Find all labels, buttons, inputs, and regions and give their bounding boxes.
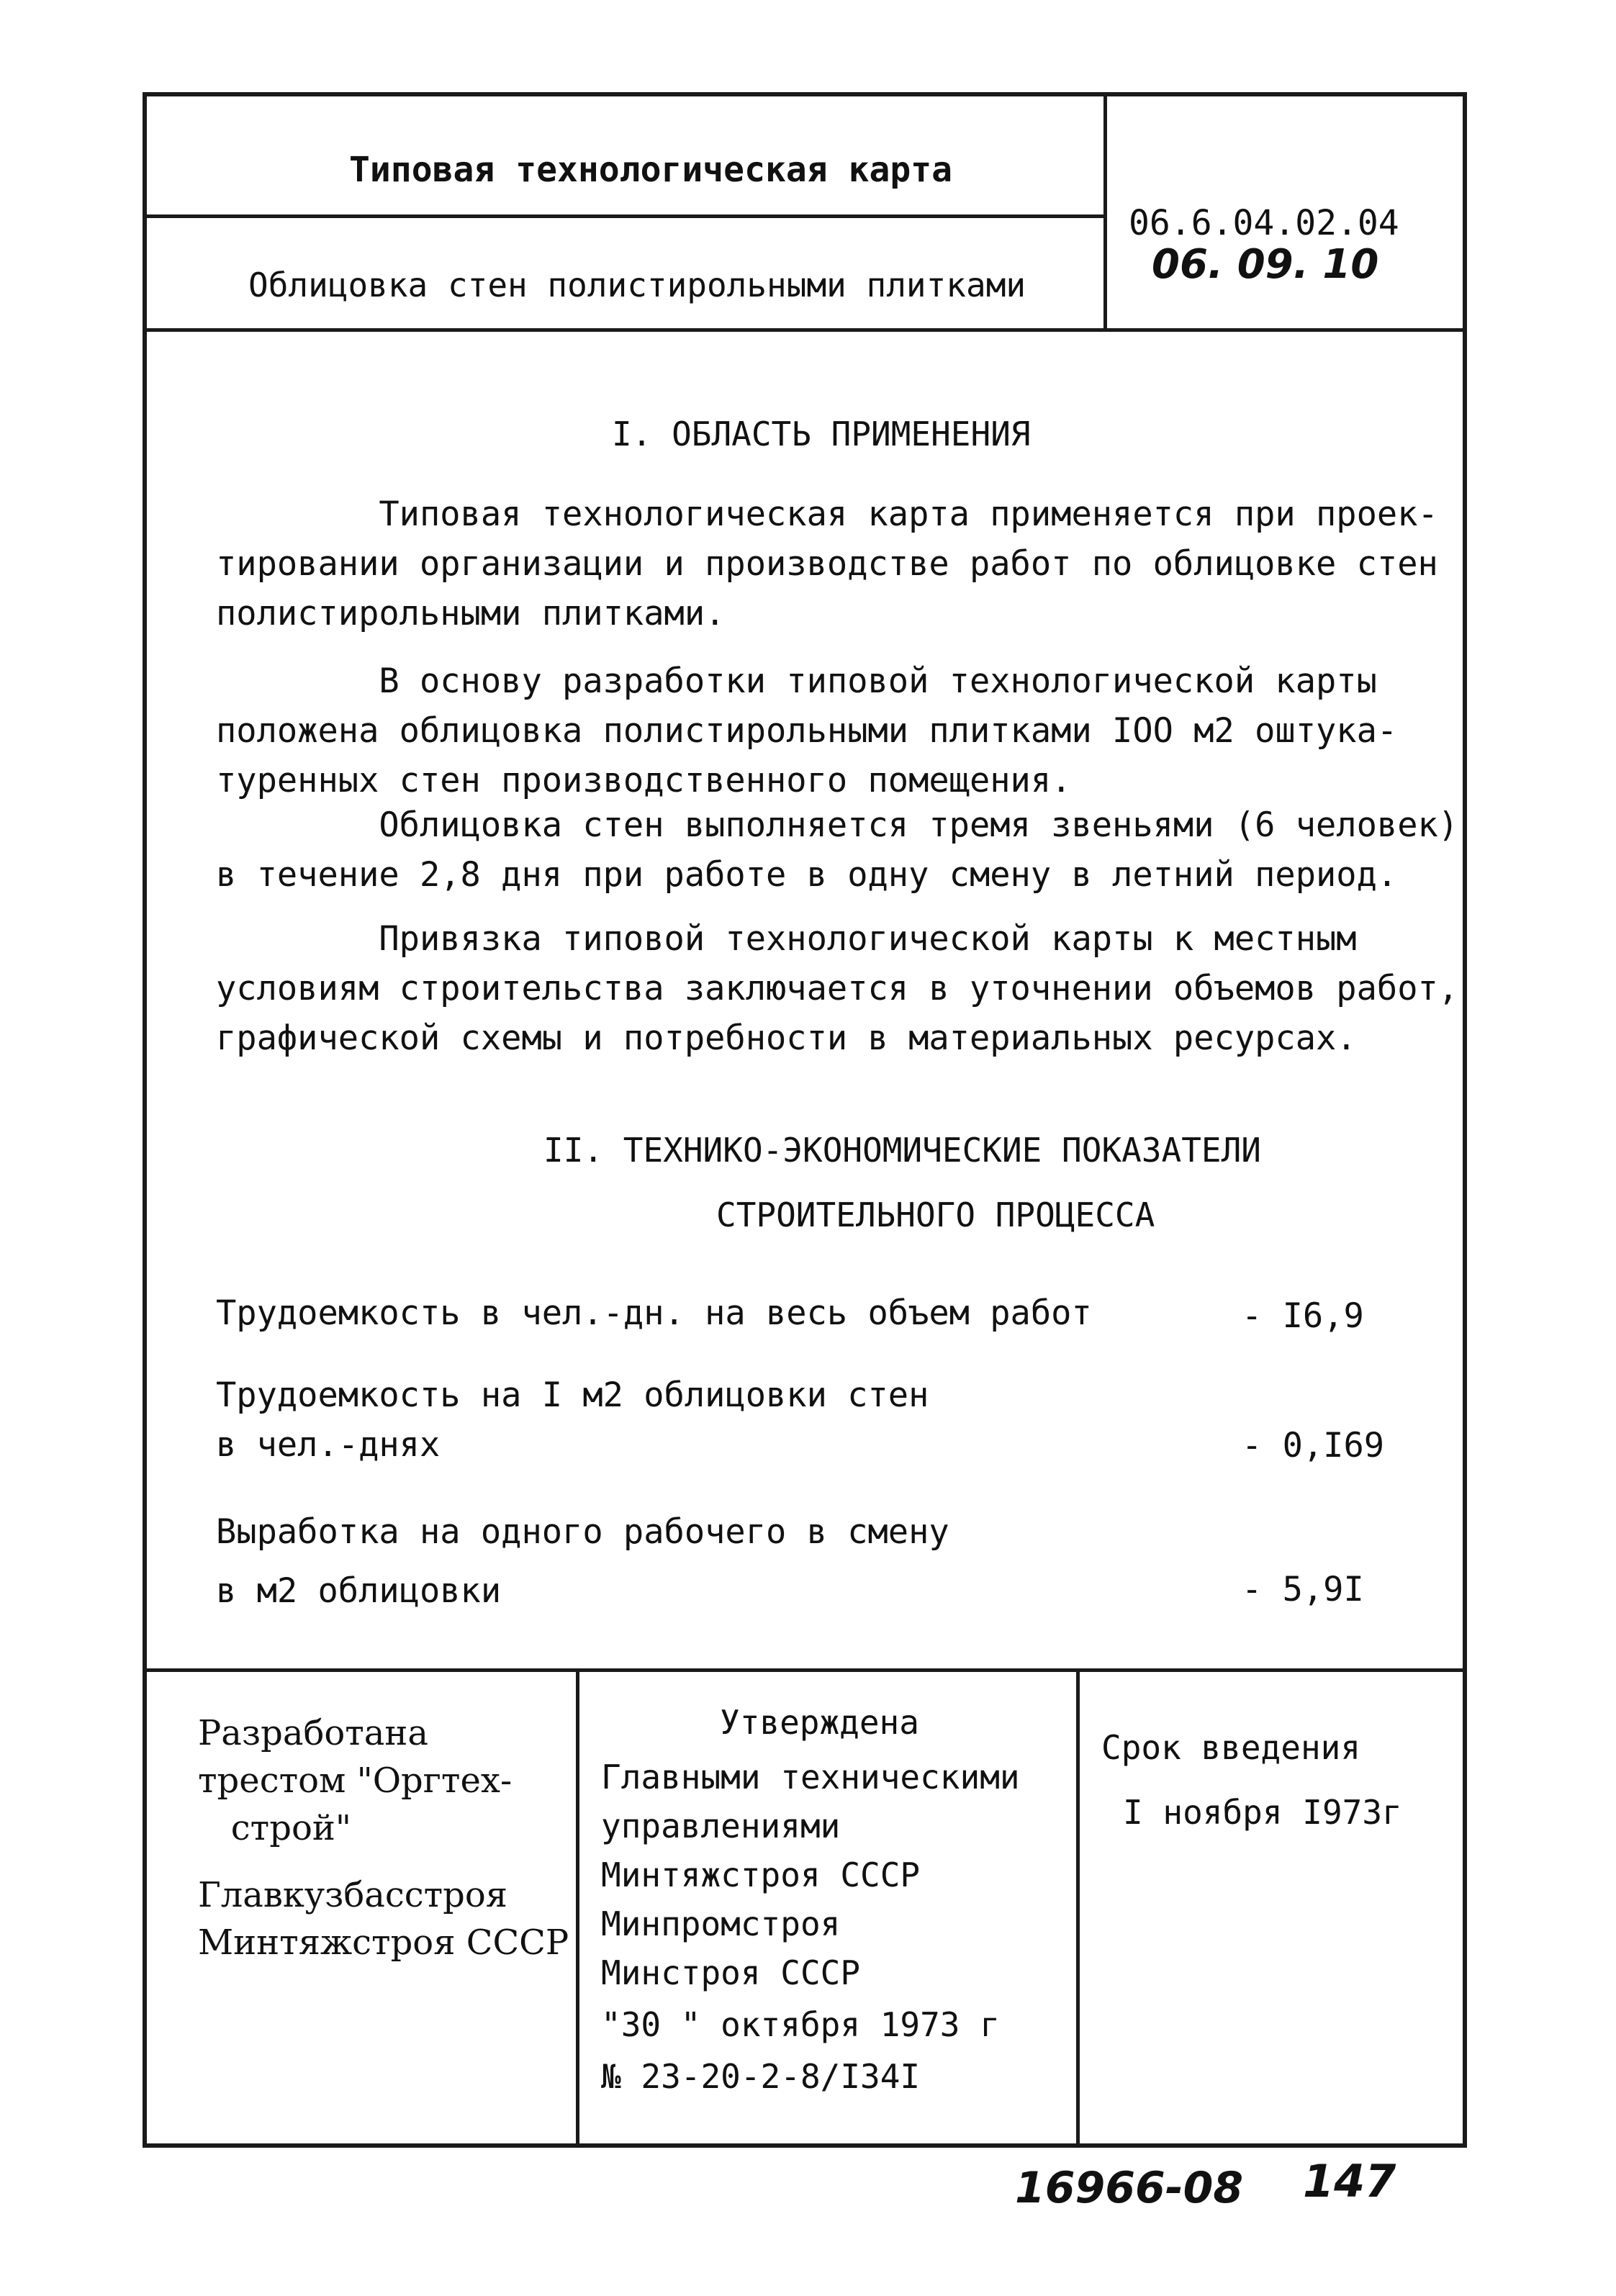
section1-paragraph-3: Облицовка стен выполняется тремя звеньями (6 человек) в течение 2,8 дня при работе в одну смену в летний период. [216, 805, 1459, 895]
approved-date: "30 " октября 1973 г [601, 2005, 1000, 2044]
developed-org: Главкузбасстроя Минтяжстроя СССР [198, 1875, 569, 1963]
effective-date: I ноября I973г [1123, 1793, 1402, 1832]
handwritten-number: 16966-08 [1015, 2163, 1244, 2213]
handwritten-code: 06. 09. 10 [1152, 241, 1379, 288]
header-divider-bottom [143, 328, 1467, 332]
section1-paragraph-2: В основу разработки типовой технологической карты положена облицовка полистирольными плитками IOO м2 оштука- туренных стен производственного помещения. [216, 661, 1398, 800]
footer-divider-right [1076, 1668, 1080, 2148]
indicator-3-value: - 5,9I [1242, 1570, 1364, 1609]
indicator-1-value: - I6,9 [1242, 1296, 1364, 1336]
section2-heading-line1: II. ТЕХНИКО-ЭКОНОМИЧЕСКИЕ ПОКАЗАТЕЛИ [543, 1131, 1261, 1170]
doc-type: Типовая технологическая карта [349, 150, 953, 190]
approved-by: Главными техническими управлениями Минтяжстроя СССР Минпромстроя Минстроя СССР [601, 1758, 1020, 1992]
section1-paragraph-1: Типовая технологическая карта применяется при проек- тировании организации и производстве работ по облицовке стен полистирольными плитками. [216, 494, 1438, 633]
developed-by: Разработана трестом "Оргтех- строй" [198, 1713, 513, 1848]
page-number: 147 [1303, 2155, 1396, 2207]
footer-divider-left [576, 1668, 579, 2148]
indicator-3-label: Выработка на одного рабочего в смену в м2 облицовки [216, 1512, 949, 1611]
indicator-1-label: Трудоемкость в чел.-дн. на весь объем работ [216, 1293, 1092, 1333]
section1-paragraph-4: Привязка типовой технологической карты к местным условиям строительства заключается в уточнении объемов работ, графической схемы и потребности в материальных ресурсах. [216, 919, 1459, 1058]
footer-divider-top [143, 1668, 1467, 1672]
section1-heading: I. ОБЛАСТЬ ПРИМЕНЕНИЯ [612, 415, 1031, 453]
effective-label: Срок введения [1101, 1728, 1361, 1767]
indicator-2-value: - 0,I69 [1242, 1426, 1385, 1465]
doc-title: Облицовка стен полистирольными плитками [248, 266, 1026, 304]
header-divider-vertical [1103, 92, 1107, 330]
indicator-2-label: Трудоемкость на I м2 облицовки стен в чел.-днях [216, 1375, 929, 1465]
approved-title: Утверждена [720, 1703, 919, 1742]
section2-heading-line2: СТРОИТЕЛЬНОГО ПРОЦЕССА [716, 1196, 1155, 1234]
header-divider-middle [143, 214, 1106, 218]
doc-code: 06.6.04.02.04 [1129, 203, 1399, 243]
approved-number: № 23-20-2-8/I34I [601, 2057, 921, 2096]
